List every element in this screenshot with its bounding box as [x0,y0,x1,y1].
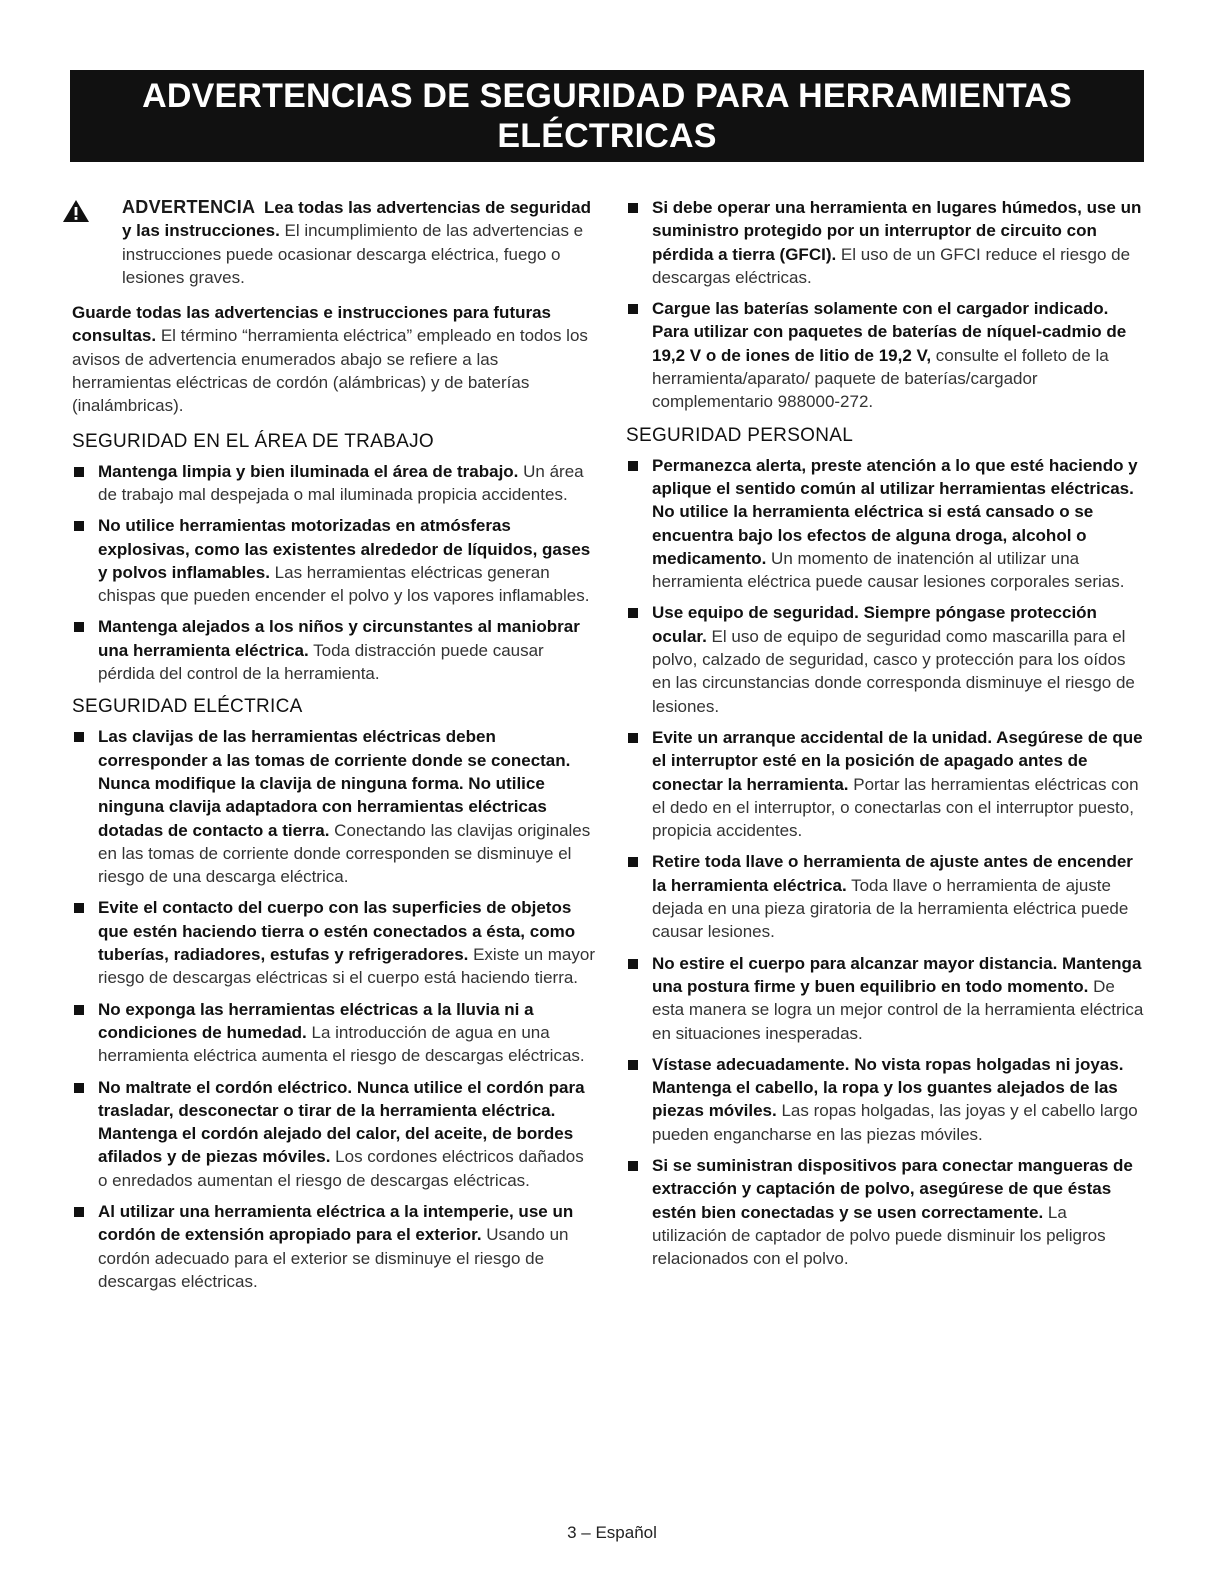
item-bold-text: Evite un arranque accidental de la unidad. Asegúrese de que el interruptor esté en la posición de apagado antes de conectar la herramienta. [652,727,1143,794]
list-item [72,725,596,888]
list-item [72,1076,596,1192]
item-text: De esta manera se logra un mejor control de la herramienta eléctrica en situaciones inesperadas. [652,976,1144,1043]
item-bold-text: No utilice herramientas motorizadas en atmósferas explosivas, como las existentes alrededor de líquidos, gases y polvos inflamables. [98,516,591,582]
section-heading-work-area: SEGURIDAD EN EL ÁREA DE TRABAJO [72,430,434,452]
item-text: Conectando las clavijas originales en las tomas de corriente donde corresponden se disminuye el riesgo de una descarga eléctrica. [98,820,591,887]
item-text: Las herramientas eléctricas generan chispas que pueden encender el polvo y los vapores inflamables. [98,562,590,606]
bullet-square-icon [74,1207,84,1217]
item-bold-text: Use equipo de seguridad. Siempre póngase protección ocular. [652,603,1097,646]
list-item [626,1154,1146,1270]
bullet-square-icon [74,622,84,632]
list-item [72,514,596,607]
list-item [626,601,1146,717]
bullet-square-icon [628,1161,638,1171]
page-title-banner [70,70,1144,162]
page-title-line-1: ADVERTENCIAS DE SEGURIDAD PARA HERRAMIENTAS [142,77,1072,115]
item-text: Un momento de inatención al utilizar una herramienta eléctrica puede causar lesiones corporales serias. [652,548,1125,592]
item-text: Un área de trabajo mal despejada o mal iluminada propicia accidentes. [98,461,584,504]
save-text: El término “herramienta eléctrica” empleado en todos los avisos de advertencia enumerados abajo se refiere a las herramientas eléctricas de cordón (alámbricas) y de baterías (inalámbricas). [72,326,588,416]
item-text: La introducción de agua en una herramienta eléctrica aumenta el riesgo de descargas eléctricas. [98,1022,585,1066]
item-text: Existe un mayor riesgo de descargas eléctricas si el cuerpo está haciendo tierra. [98,945,595,988]
item-text: Los cordones eléctricos dañados o enredados aumentan el riesgo de descargas eléctricas. [98,1147,584,1190]
list-item [626,952,1146,1045]
right-column [626,196,1146,1278]
item-bold-text: Las clavijas de las herramientas eléctricas deben corresponder a las tomas de corriente donde se conectan. Nunca modifique la clavija de ninguna forma. No utilice ninguna clavija adaptadora con herramientas eléctricas dotadas de contacto a tierra. [98,727,571,840]
item-text: La utilización de captador de polvo puede disminuir los peligros relacionados con el polvo. [652,1202,1106,1269]
warning-bold-text: Lea todas las advertencias de seguridad y las instrucciones. [122,198,591,241]
list-item [626,454,1146,594]
item-bold-text: Al utilizar una herramienta eléctrica a la intemperie, use un cordón de extensión apropiado para el exterior. [98,1201,574,1245]
bullet-square-icon [628,461,638,471]
list-item [626,297,1146,413]
section-heading-personal: SEGURIDAD PERSONAL [626,424,854,446]
item-text: El uso de un GFCI reduce el riesgo de descargas eléctricas. [652,244,1131,287]
bullet-square-icon [628,203,638,213]
warning-text: El incumplimiento de las advertencias e instrucciones puede ocasionar descarga eléctrica, fuego o lesiones graves. [122,221,584,287]
item-text: Usando un cordón adecuado para el exterior se disminuye el riesgo de descargas eléctricas. [98,1225,569,1291]
bullet-square-icon [74,521,84,531]
list-item [72,896,596,989]
bullet-square-icon [74,467,84,477]
item-bold-text: No maltrate el cordón eléctrico. Nunca utilice el cordón para trasladar, desconectar o tirar de la herramienta eléctrica. Mantenga el cordón alejado del calor, del aceite, de bordes afilados y de piezas móviles. [98,1077,585,1167]
item-bold-text: Vístase adecuadamente. No vista ropas holgadas ni joyas. Mantenga el cabello, la ropa y los guantes alejados de las piezas móviles. [652,1054,1124,1121]
item-bold-text: Permanezca alerta, preste atención a lo que esté haciendo y aplique el sentido común al utilizar herramientas eléctricas. No utilice la herramienta eléctrica si está cansado o se encuentra bajo los efectos de alguna droga, alcohol o medicamento. [652,455,1138,568]
bullet-square-icon [628,959,638,969]
list-item [626,726,1146,842]
item-bold-text: Evite el contacto del cuerpo con las superficies de objetos que estén haciendo tierra o estén conectados a ésta, como tuberías, radiadores, estufas y refrigeradores. [98,898,576,965]
item-text: Las ropas holgadas, las joyas y el cabello largo pueden engancharse en las piezas móviles. [652,1101,1138,1144]
warning-triangle-icon [62,199,90,223]
item-text: El uso de equipo de seguridad como mascarilla para el polvo, calzado de seguridad, casco y protección para los oídos en las circunstancias donde corresponda disminuye el riesgo de lesiones. [652,626,1135,716]
list-item [72,998,596,1068]
list-item [626,1053,1146,1146]
bullet-square-icon [628,857,638,867]
list-item [72,460,596,507]
bullet-square-icon [628,1060,638,1070]
bullet-square-icon [74,903,84,913]
item-bold-text: Cargue las baterías solamente con el cargador indicado. Para utilizar con paquetes de baterías de níquel-cadmio de 19,2 V o de iones de litio de 19,2 V, [652,299,1127,365]
item-text: Portar las herramientas eléctricas con el dedo en el interruptor, o conectarlas con el interruptor puesto, propicia accidentes. [652,774,1139,841]
bullet-square-icon [628,608,638,618]
bullet-square-icon [628,304,638,314]
list-item [626,850,1146,943]
item-text: Toda distracción puede causar pérdida del control de la herramienta. [98,640,544,684]
bullet-square-icon [74,1005,84,1015]
item-bold-text: Si se suministran dispositivos para conectar mangueras de extracción y captación de polvo, asegúrese de que éstas estén bien conectadas y se usen correctamente. [652,1155,1133,1222]
list-item [72,615,596,685]
item-bold-text: No exponga las herramientas eléctricas a la lluvia ni a condiciones de humedad. [98,999,534,1042]
item-bold-text: Mantenga alejados a los niños y circunstantes al maniobrar una herramienta eléctrica. [98,617,580,660]
save-bold-text: Guarde todas las advertencias e instrucciones para futuras consultas. [72,303,552,346]
list-item [626,196,1146,289]
warning-title: ADVERTENCIA [122,197,256,217]
item-bold-text: Si debe operar una herramienta en lugares húmedos, use un suministro protegido por un interruptor de circuito con pérdida a tierra (GFCI). [652,198,1142,264]
save-instructions [72,301,596,417]
item-bold-text: No estire el cuerpo para alcanzar mayor distancia. Mantenga una postura firme y buen equilibrio en todo momento. [652,953,1142,996]
bullet-square-icon [74,732,84,742]
item-text: consulte el folleto de la herramienta/aparato/ paquete de baterías/cargador complementario 988000-272. [652,345,1109,412]
bullet-square-icon [74,1083,84,1093]
section-heading-electrical: SEGURIDAD ELÉCTRICA [72,696,303,718]
item-bold-text: Retire toda llave o herramienta de ajuste antes de encender la herramienta eléctrica. [652,852,1133,895]
warning-notice [72,196,596,289]
item-bold-text: Mantenga limpia y bien iluminada el área de trabajo. [98,461,519,481]
page-title-line-2: ELÉCTRICAS [497,117,717,155]
left-column [72,196,596,1301]
item-text: Toda llave o herramienta de ajuste dejada en una pieza giratoria de la herramienta eléctrica puede causar lesiones. [652,875,1129,942]
page-number: 3 – Español [567,1523,657,1542]
bullet-square-icon [628,733,638,743]
list-item [72,1200,596,1293]
